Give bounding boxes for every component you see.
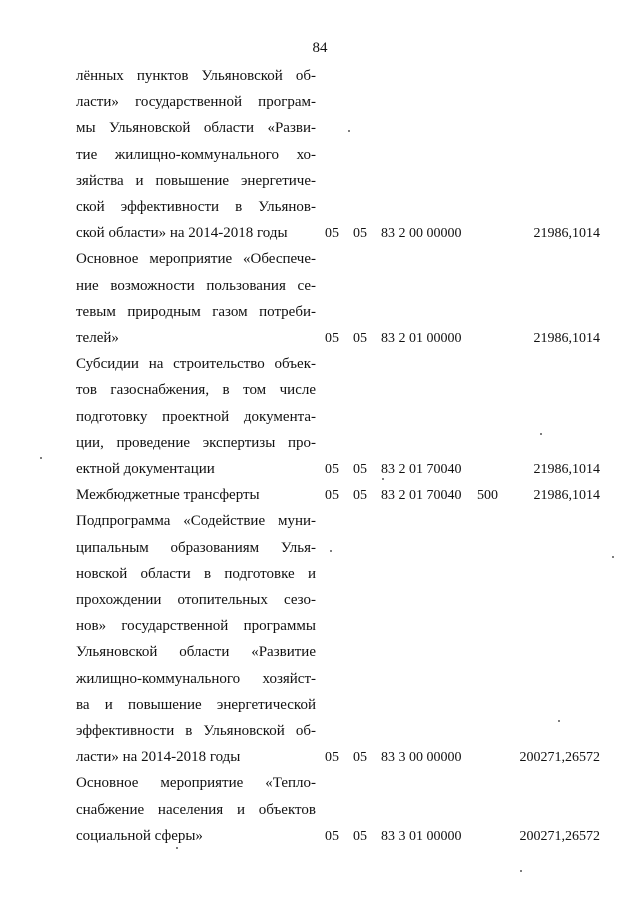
subsection-code: 05	[353, 331, 367, 346]
row-description-line: тие жилищно-коммунального хо-	[76, 146, 316, 163]
target-article-code: 83 2 01 70040	[381, 462, 462, 477]
row-description-line: зяйства и повышение энергетиче-	[76, 172, 316, 189]
amount: 21986,1014	[533, 462, 600, 477]
row-description-line: ласти» на 2014-2018 годы	[76, 749, 241, 766]
subsection-code: 05	[353, 750, 367, 766]
row-description-line: лённых пунктов Ульяновской об-	[76, 68, 316, 84]
row-description-line: Межбюджетные трансферты	[76, 487, 260, 504]
expense-type-code: 500	[477, 488, 498, 504]
amount: 21986,1014	[533, 488, 600, 504]
amount: 21986,1014	[533, 331, 600, 346]
target-article-code: 83 2 01 00000	[381, 331, 462, 346]
subsection-code: 05	[353, 828, 367, 844]
row-description-line: Основное мероприятие «Обеспече-	[76, 251, 316, 268]
row-description-line: тевым природным газом потреби-	[76, 303, 316, 320]
scan-speck	[382, 478, 384, 480]
scan-speck	[348, 130, 350, 132]
scan-speck	[40, 457, 42, 459]
row-description-line: ской области» на 2014-2018 годы	[76, 225, 288, 242]
row-description-line: Подпрограмма «Содействие муни-	[76, 513, 316, 530]
row-description-line: мы Ульяновской области «Разви-	[76, 120, 316, 137]
target-article-code: 83 2 01 70040	[381, 488, 462, 504]
row-description-line: ции, проведение экспертизы про-	[76, 434, 316, 451]
subsection-code: 05	[353, 462, 367, 477]
scan-speck	[540, 433, 542, 435]
subsection-code: 05	[353, 488, 367, 504]
row-description-line: ской эффективности в Ульянов-	[76, 199, 316, 215]
row-description-line: ципальным образованиям Улья-	[76, 539, 316, 556]
section-code: 05	[325, 331, 339, 346]
amount: 200271,26572	[519, 750, 600, 766]
row-description-line: эффективности в Ульяновской об-	[76, 723, 316, 739]
row-description-line: ние возможности пользования се-	[76, 277, 316, 294]
scan-speck	[176, 847, 178, 849]
row-description-line: снабжение населения и объектов	[76, 801, 316, 818]
amount: 200271,26572	[519, 828, 600, 844]
row-description-line: Ульяновской области «Развитие	[76, 644, 316, 661]
row-description-line: ектной документации	[76, 461, 215, 477]
section-code: 05	[325, 750, 339, 766]
row-description-line: социальной сферы»	[76, 827, 203, 844]
section-code: 05	[325, 488, 339, 504]
scan-speck	[330, 550, 332, 552]
amount: 21986,1014	[533, 226, 600, 242]
target-article-code: 83 3 01 00000	[381, 828, 462, 844]
row-description-line: телей»	[76, 330, 119, 346]
row-description-line: подготовку проектной документа-	[76, 408, 316, 425]
scan-speck	[558, 720, 560, 722]
section-code: 05	[325, 828, 339, 844]
section-code: 05	[325, 462, 339, 477]
page-number: 84	[312, 40, 328, 56]
subsection-code: 05	[353, 226, 367, 242]
row-description-line: новской области в подготовке и	[76, 565, 316, 582]
scan-speck	[612, 556, 614, 558]
scan-speck	[520, 870, 522, 872]
row-description-line: жилищно-коммунального хозяйст-	[76, 670, 316, 687]
target-article-code: 83 3 00 00000	[381, 750, 462, 766]
row-description-line: ласти» государственной програм-	[76, 94, 316, 111]
row-description-line: Основное мероприятие «Тепло-	[76, 775, 316, 792]
section-code: 05	[325, 226, 339, 242]
target-article-code: 83 2 00 00000	[381, 226, 462, 242]
row-description-line: ва и повышение энергетической	[76, 696, 316, 713]
row-description-line: Субсидии на строительство объек-	[76, 356, 316, 373]
row-description-line: прохождении отопительных сезо-	[76, 592, 316, 608]
row-description-line: нов» государственной программы	[76, 618, 316, 635]
row-description-line: тов газоснабжения, в том числе	[76, 382, 316, 399]
